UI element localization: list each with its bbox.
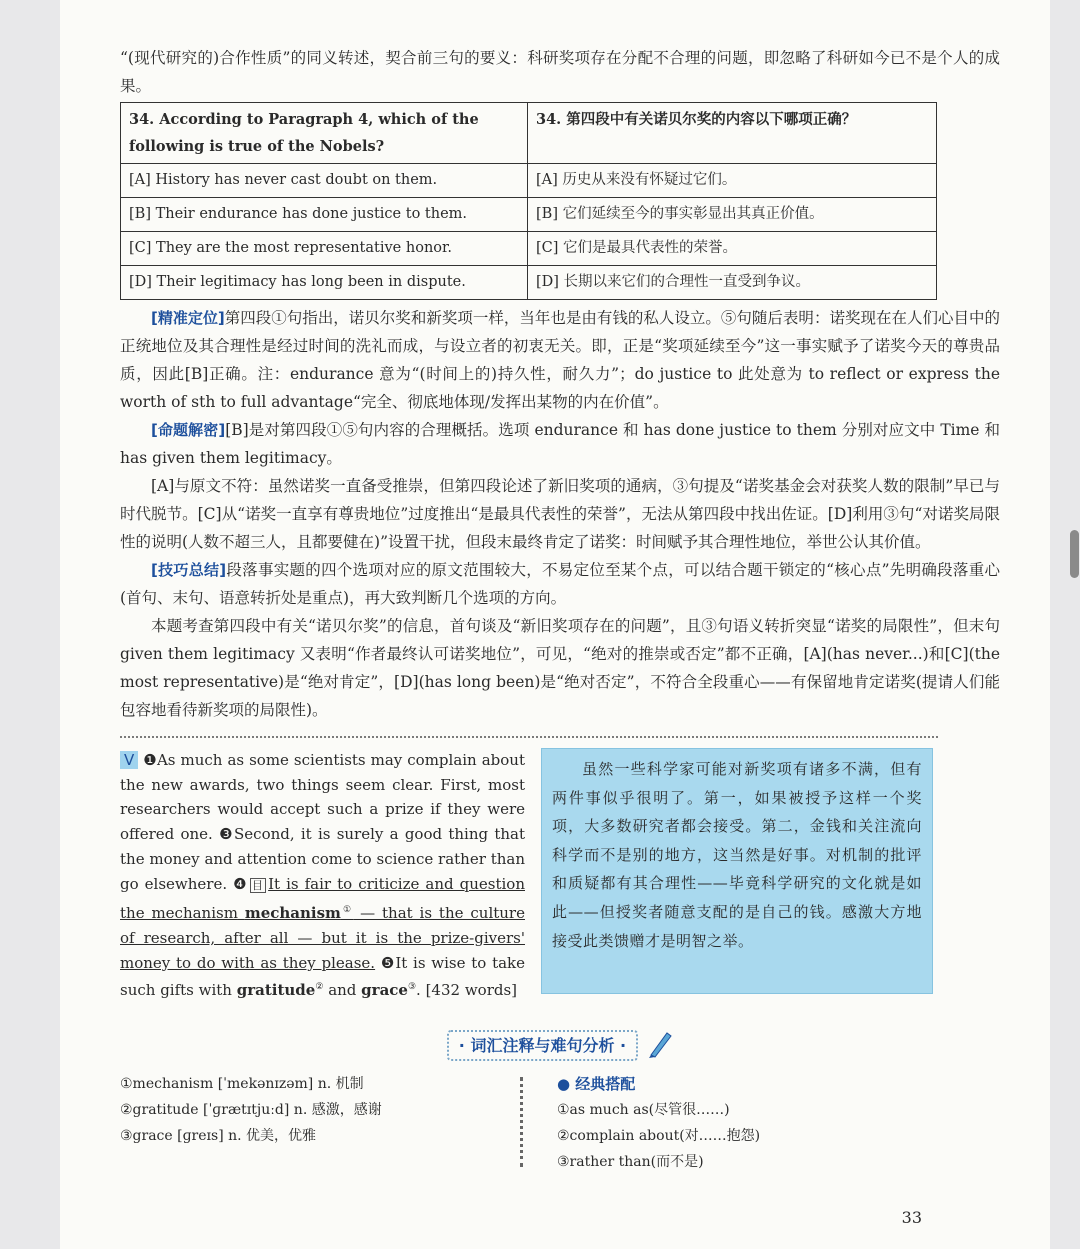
collocation-list: [557, 1071, 760, 1175]
sentence-number: ❸: [219, 825, 235, 844]
word-mechanism: mechanism: [244, 904, 341, 923]
question-stem-zh: 34. 第四段中有关诺贝尔奖的内容以下哪项正确？: [528, 103, 937, 164]
document-page: [60, 0, 1050, 1249]
option-row: [121, 266, 937, 300]
option-row: [121, 164, 937, 198]
vocab-title-text: · 词汇注释与难句分析 ·: [447, 1030, 638, 1061]
option-row: [121, 232, 937, 266]
footnote-marker: ③: [407, 982, 417, 993]
word-count: . [432 words]: [416, 981, 518, 1000]
passage-sentence-4-b: — that is the culture of research, after all — but it is the prize-givers' money to do with as they please.: [120, 904, 525, 972]
question-stem-en: 34. According to Paragraph 4, which of the following is true of the Nobels?: [121, 103, 528, 164]
question-table: [120, 102, 937, 300]
difficult-sentence-icon: 目: [251, 878, 265, 892]
intro-paragraph: “(现代研究的)合作性质”的同义转述，契合前三句的要义：科研奖项存在分配不合理的问题，即忽略了科研如今已不是个人的成果。: [120, 49, 1000, 95]
question-stem-row: [121, 103, 937, 164]
vocab-item: ①mechanism [ˈmekənɪzəm] n. 机制: [120, 1076, 364, 1093]
decode-tag: [命题解密]: [151, 421, 226, 439]
locate-paragraph: [120, 304, 1000, 416]
footnote-marker: ②: [315, 982, 324, 993]
sentence-number: ❹: [233, 874, 248, 893]
collocation-item: ③rather than(而不是): [557, 1154, 704, 1171]
locate-tag: [精准定位]: [151, 309, 225, 327]
paragraph-label: V: [120, 751, 138, 769]
dotted-divider: [120, 736, 938, 738]
page-content: [120, 44, 1000, 1175]
page-number: 33: [901, 1208, 922, 1227]
skill-paragraph: [120, 556, 1000, 612]
option-c-en: [C] They are the most representative honor.: [121, 232, 528, 266]
passage-sentence-5: It is wise to take such gifts with: [120, 953, 526, 1000]
collocation-item: ②complain about(对……抱怨): [557, 1128, 761, 1145]
option-a-en: [A] History has never cast doubt on them.: [121, 164, 528, 198]
option-b-en: [B] Their endurance has done justice to them.: [121, 198, 528, 232]
passage-sentence-3: Second, it is surely a good thing that the money and attention come to science rather than go elsewhere.: [120, 825, 526, 893]
dotted-separator: [520, 1077, 535, 1167]
vocab-item: ③grace [ɡreɪs] n. 优美，优雅: [120, 1128, 317, 1145]
vocab-item: ②gratitude [ˈɡrætɪtjuːd] n. 感激，感谢: [120, 1102, 382, 1119]
decode-text: [B]是对第四段①⑤句内容的合理概括。选项 endurance 和 has done justice to them 分别对应文中 Time 和 has given them legitimacy。: [120, 421, 1001, 467]
passage-sentence-4-a: It is fair to criticize and question the mechanism: [120, 874, 525, 923]
scrollbar-thumb[interactable]: [1070, 530, 1079, 578]
word-and: and: [323, 981, 362, 1000]
footnote-marker: ①: [340, 905, 354, 916]
pen-icon: [647, 1029, 673, 1063]
passage-sentence-1: As much as some scientists may complain about the new awards, two things seem clear. First, most researchers would accept such a prize if they were offered one.: [120, 751, 525, 844]
option-d-en: [D] Their legitimacy has long been in dispute.: [121, 266, 528, 300]
option-c-zh: [C] 它们是最具代表性的荣誉。: [528, 232, 937, 266]
option-a-zh: [A] 历史从来没有怀疑过它们。: [528, 164, 937, 198]
word-grace: grace: [361, 981, 408, 1000]
option-d-zh: [D] 长期以来它们的合理性一直受到争议。: [528, 266, 937, 300]
collocation-title: ● 经典搭配: [557, 1075, 636, 1094]
vocab-title: [120, 1029, 1000, 1063]
word-gratitude: gratitude: [236, 981, 316, 1000]
skill-text: 段落事实题的四个选项对应的原文范围较大，不易定位至某个点，可以结合题干锁定的“核心点”先明确段落重心(首句、末句、语意转折处是重点)，再大致判断几个选项的方向。: [120, 561, 1000, 607]
skill-tag: [技巧总结]: [151, 561, 227, 579]
option-b-zh: [B] 它们延续至今的事实彰显出其真正价值。: [528, 198, 937, 232]
sentence-number: ❶: [143, 751, 157, 769]
collocation-item: ①as much as(尽管很……): [557, 1102, 730, 1119]
wrong-options-paragraph: [A]与原文不符：虽然诺奖一直备受推崇，但第四段论述了新旧奖项的通病，③句提及“诺奖基金会对获奖人数的限制”早已与时代脱节。[C]从“诺奖一直享有尊贵地位”过度推出“是最具代表性的荣誉”，无法从第四段中找出佐证。[D]利用③句“对诺奖局限性的说明(人数不超三人，且都要健在)”设置干扰，但段末最终肯定了诺奖：时间赋予其合理性地位，举世公认其价值。: [120, 477, 1000, 551]
vocab-section: [120, 1071, 938, 1175]
sentence-number: ❺: [380, 953, 396, 972]
summary-paragraph: 本题考查第四段中有关“诺贝尔奖”的信息，首句谈及“新旧奖项存在的问题”，且③句语义转折突显“诺奖的局限性”，但末句 given them legitimacy 又表明“作者最终认可诺奖地位”，可见，“绝对的推崇或否定”都不正确，[A](has never...)和[C](the most representative)是“绝对肯定”，[D](has long been)是“绝对否定”，不符合全段重心——有保留地肯定诺奖(提请人们能包容地看待新奖项的局限性)。: [120, 617, 1000, 719]
decode-paragraph: [120, 416, 1000, 472]
translation-box: 虽然一些科学家可能对新奖项有诸多不满，但有两件事似乎很明了。第一，如果被授予这样一个奖项，大多数研究者都会接受。第二，金钱和关注流向科学而不是别的地方，这当然是好事。对机制的批评和质疑都有其合理性——毕竟科学研究的文化就是如此——但授奖者随意支配的是自己的钱。感激大方地接受此类馈赠才是明智之举。: [541, 748, 933, 994]
passage-section: [120, 748, 938, 1003]
option-row: [121, 198, 937, 232]
locate-text: 第四段①句指出，诺贝尔奖和新奖项一样，当年也是由有钱的私人设立。⑤句随后表明：诺奖现在在人们心目中的正统地位及其合理性是经过时间的洗礼而成，与设立者的初衷无关。即，正是“奖项延续至今”这一事实赋予了诺奖今天的尊贵品质，因此[B]正确。注：endurance 意为“(时间上的)持久性，耐久力”；do justice to 此处意为 to reflect or express the worth of sth to full advantage“完全、彻底地体现/发挥出某物的内在价值”。: [120, 309, 1000, 411]
passage-english: [120, 748, 525, 1003]
vocab-list: [120, 1071, 520, 1175]
